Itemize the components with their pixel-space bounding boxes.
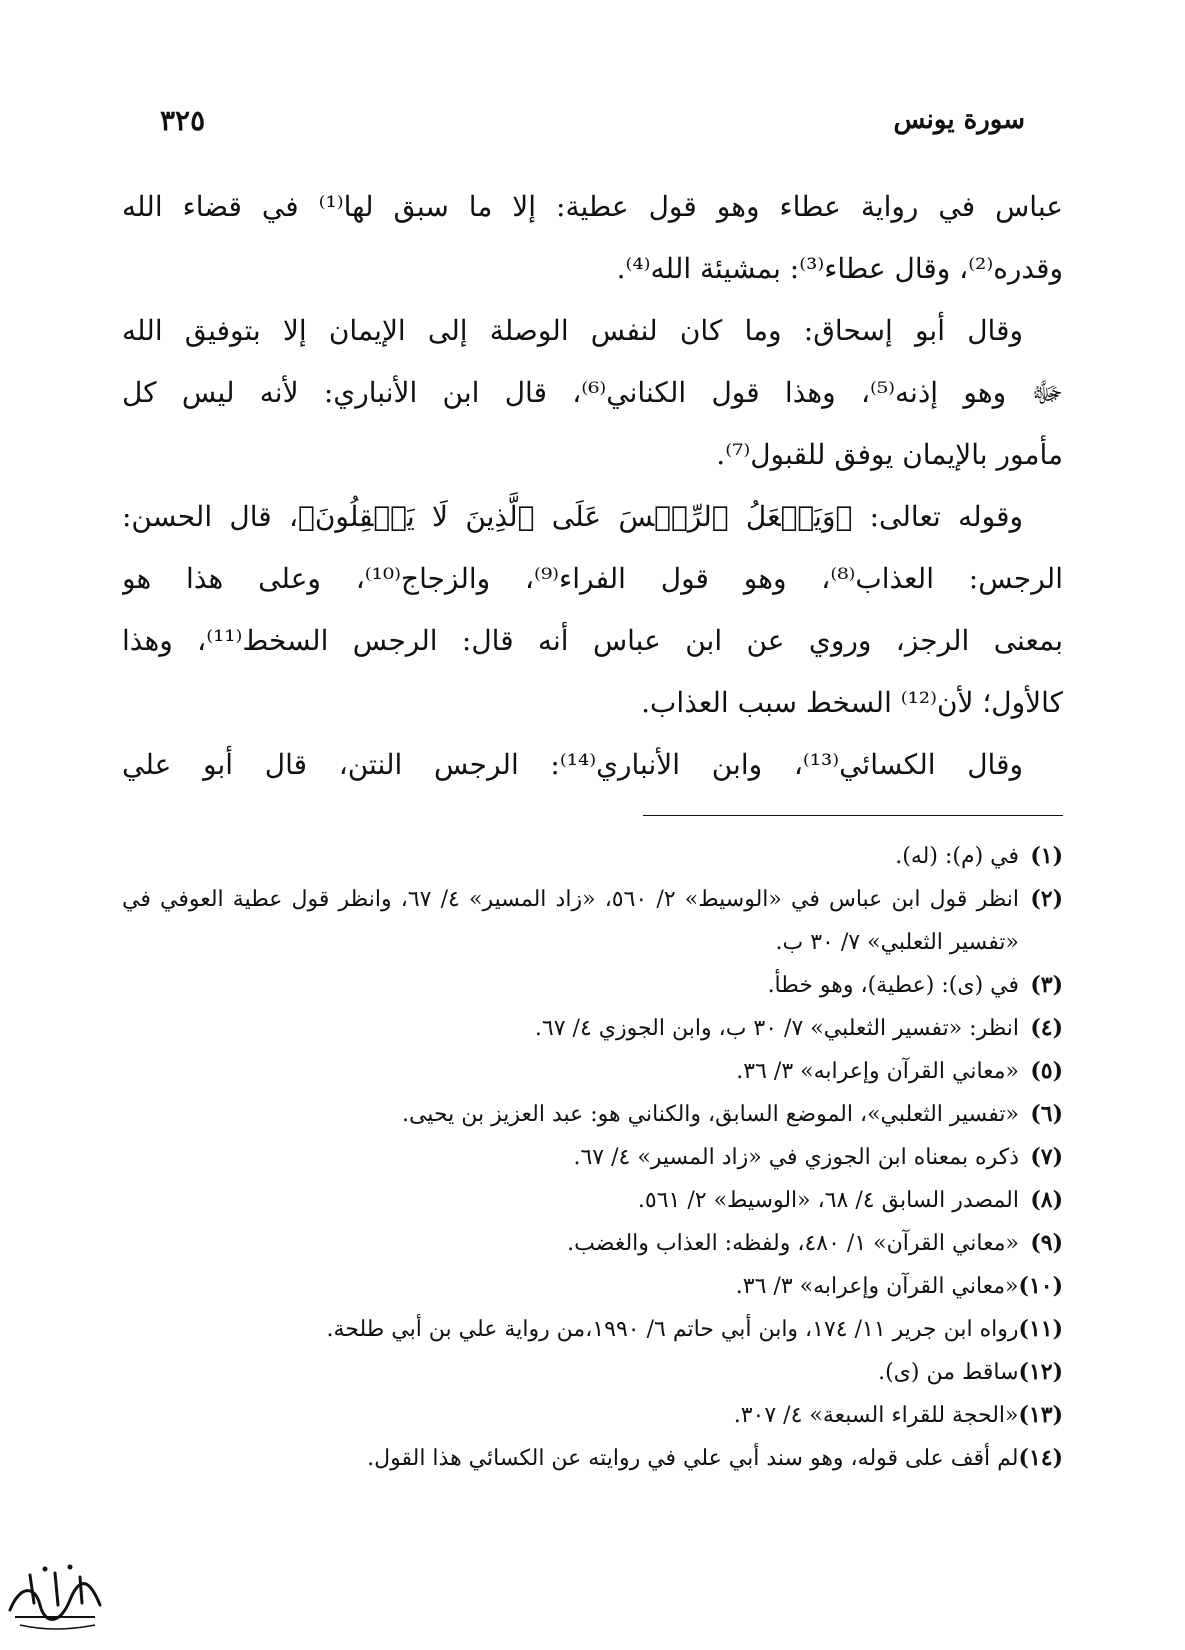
footnote-text: ساقط من (ى). [878,1360,1019,1385]
footnote-text: انظر قول ابن عباس في «الوسيط» ٢/ ٥٦٠، «زاد المسير» ٤/ ٦٧، وانظر قول عطية العوفي في «تفسير الثعلبي» ٧/ ٣٠ ب. [122,887,1019,955]
footnote-text: «تفسير الثعلبي»، الموضع السابق، والكناني هو: عبد العزيز بن يحيى. [401,1102,1019,1127]
footnote-number: (٩) [1030,1230,1063,1256]
footnote [122,878,1063,964]
footnote-number: (٦) [1030,1101,1063,1127]
text-line: وقوله تعالى: ﴿وَيَجۡعَلُ ٱلرِّجۡسَ عَلَى ٱلَّذِينَ لَا يَعۡقِلُونَ﴾، قال الحسن: [122,500,1023,533]
footnote [122,1308,1063,1351]
footnote [122,1007,1063,1050]
footnote [122,1179,1063,1222]
footnote-text: «معاني القرآن وإعرابه» ٣/ ٣٦. [736,1059,1019,1084]
text-line: عباس في رواية عطاء وهو قول عطية: إلا ما سبق لها⁽¹⁾ في قضاء الله [122,190,1063,223]
footnote-text: لم أقف على قوله، وهو سند أبي علي في روايته عن الكسائي هذا القول. [367,1446,1019,1471]
footnote [122,1351,1063,1394]
page-number: ٣٢٥ [160,103,206,137]
text-line: وقدره⁽²⁾، وقال عطاء⁽³⁾: بمشيئة الله⁽⁴⁾. [616,252,1063,285]
text-line: الرجس: العذاب⁽⁸⁾، وهو قول الفراء⁽⁹⁾، والزجاج⁽¹⁰⁾، وعلى هذا هو [122,562,1063,595]
text-line: ﷻ وهو إذنه⁽⁵⁾، وهذا قول الكناني⁽⁶⁾، قال ابن الأنباري: لأنه ليس كل [122,376,1063,409]
footnote [122,1437,1063,1480]
footnote-number: (٤) [1030,1015,1063,1041]
footnotes [122,835,1063,1480]
text-line: مأمور بالإيمان يوفق للقبول⁽⁷⁾. [716,438,1063,471]
footnote-number: (١١) [1018,1316,1063,1342]
text-line: وقال أبو إسحاق: وما كان لنفس الوصلة إلى الإيمان إلا بتوفيق الله [122,314,1023,347]
text-line: بمعنى الرجز، وروي عن ابن عباس أنه قال: الرجس السخط⁽¹¹⁾، وهذا [122,624,1063,657]
footnote-text: في (م): (له). [895,844,1019,869]
footnote-number: (٥) [1030,1058,1063,1084]
main-text [122,176,1063,796]
footnote [122,1222,1063,1265]
footnote-number: (١) [1030,843,1063,869]
text-line: وقال الكسائي⁽¹³⁾، وابن الأنباري⁽¹⁴⁾: الرجس النتن، قال أبو علي [122,748,1023,781]
footnote-text: انظر: «تفسير الثعلبي» ٧/ ٣٠ ب، وابن الجوزي ٤/ ٦٧. [534,1016,1019,1041]
footnote-text: «معاني القرآن» ١/ ٤٨٠، ولفظه: العذاب والغضب. [567,1231,1019,1256]
footnote-number: (١٠) [1018,1273,1063,1299]
footnote [122,1050,1063,1093]
footnote-text: ذكره بمعناه ابن الجوزي في «زاد المسير» ٤/ ٦٧. [573,1145,1019,1170]
running-head [160,100,1025,140]
footnote [122,835,1063,878]
footnote-text: «معاني القرآن وإعرابه» ٣/ ٣٦. [735,1274,1019,1299]
footnote-text: رواه ابن جرير ١١/ ١٧٤، وابن أبي حاتم ٦/ ١٩٩٠،من رواية علي بن أبي طلحة. [326,1317,1019,1342]
footnote-number: (١٢) [1018,1359,1063,1385]
footnote-number: (٣) [1030,972,1063,998]
footnote-number: (١٤) [1018,1445,1063,1471]
surah-title: سورة يونس [893,105,1025,135]
footnote [122,1394,1063,1437]
footnote-number: (١٣) [1018,1402,1063,1428]
footnote-text: في (ى): (عطية)، وهو خطأ. [767,973,1019,998]
footnote-text: «الحجة للقراء السبعة» ٤/ ٣٠٧. [733,1403,1019,1428]
footnote [122,964,1063,1007]
footnote-number: (٢) [1030,886,1063,912]
footnote [122,1265,1063,1308]
footnote-text: المصدر السابق ٤/ ٦٨، «الوسيط» ٢/ ٥٦١. [637,1188,1019,1213]
text-line: كالأول؛ لأن⁽¹²⁾ السخط سبب العذاب. [641,686,1063,719]
footnote [122,1136,1063,1179]
publisher-logo [0,1555,110,1635]
footnote [122,1093,1063,1136]
footnote-number: (٧) [1030,1144,1063,1170]
footnote-number: (٨) [1030,1187,1063,1213]
footnote-separator [643,815,1063,816]
